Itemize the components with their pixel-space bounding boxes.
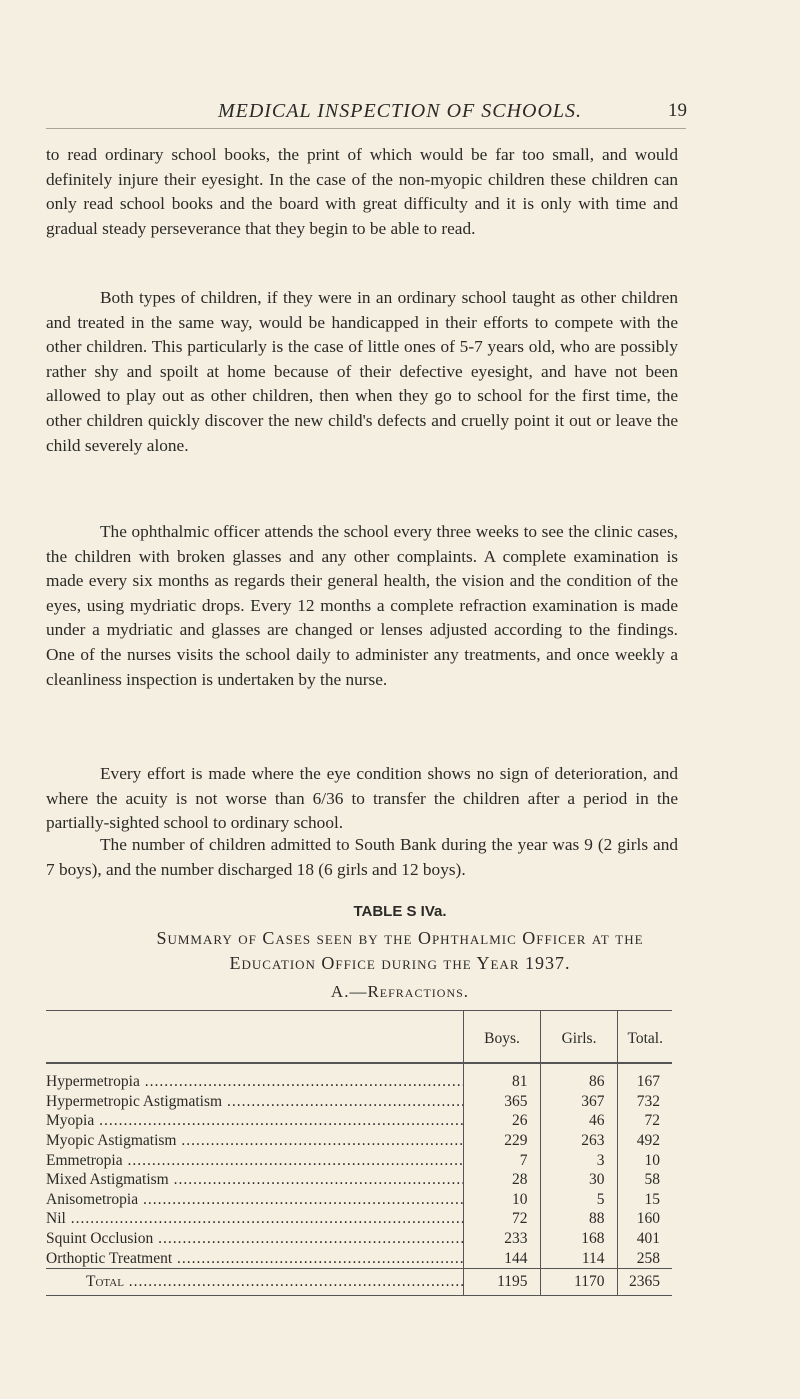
table-row <box>46 1092 672 1112</box>
total-cell: 160 <box>617 1209 672 1229</box>
row-label-wrap <box>46 1272 463 1291</box>
table-header-row <box>46 1011 672 1064</box>
row-label-wrap <box>46 1170 463 1189</box>
total-cell: 10 <box>617 1150 672 1170</box>
col-header-label <box>46 1011 463 1064</box>
row-label-text: Emmetropia <box>46 1151 123 1169</box>
table-subtitle-1: Summary of Cases seen by the Ophthalmic Officer at the <box>156 928 644 948</box>
paragraph-3: The ophthalmic officer attends the school every three weeks to see the clinic cases, the children with broken glasses and any other complaints. A complete examination is made every six months as regards their general health, the vision and the condition of the eyes, using mydriatic drops. Every 12 months a complete refraction examination is made under a mydriatic and glasses are changed or lenses adjusted according to the findings. One of the nurses visits the school daily to administer any treatments, and once weekly a cleanliness inspection is undertaken by the nurse. <box>46 522 678 689</box>
total-cell: 15 <box>617 1190 672 1210</box>
total-cell: 72 <box>617 1111 672 1131</box>
row-label-wrap <box>46 1190 463 1209</box>
boys-cell: 7 <box>463 1150 540 1170</box>
table-total-row <box>46 1268 672 1295</box>
col-header-girls: Girls. <box>540 1011 617 1064</box>
girls-cell: 86 <box>540 1063 617 1092</box>
boys-cell: 365 <box>463 1092 540 1112</box>
leader-dots <box>66 1210 463 1227</box>
page-number: 19 <box>668 100 687 121</box>
girls-cell: 263 <box>540 1131 617 1151</box>
table-row <box>46 1170 672 1190</box>
girls-cell: 88 <box>540 1209 617 1229</box>
boys-cell: 233 <box>463 1229 540 1249</box>
boys-cell: 1195 <box>463 1268 540 1295</box>
table-title: TABLE S IVa. <box>353 903 447 920</box>
total-cell: 58 <box>617 1170 672 1190</box>
row-label-text: Myopic Astigmatism <box>46 1132 177 1150</box>
girls-cell: 3 <box>540 1150 617 1170</box>
table-row <box>46 1209 672 1229</box>
col-header-boys: Boys. <box>463 1011 540 1064</box>
paragraph-5: The number of children admitted to South Bank during the year was 9 (2 girls and 7 boys), and the number discharged 18 (6 girls and 12 boys). <box>46 835 678 879</box>
row-label-wrap <box>46 1072 463 1091</box>
row-label-text: Hypermetropic Astigmatism <box>46 1092 223 1110</box>
table-row <box>46 1150 672 1170</box>
row-label <box>46 1092 463 1112</box>
girls-cell: 367 <box>540 1092 617 1112</box>
row-label <box>46 1209 463 1229</box>
boys-cell: 26 <box>463 1111 540 1131</box>
row-label <box>46 1248 463 1268</box>
boys-cell: 144 <box>463 1248 540 1268</box>
leader-dots <box>124 1273 463 1290</box>
row-label-text: Anisometropia <box>46 1190 139 1208</box>
boys-cell: 10 <box>463 1190 540 1210</box>
table-row <box>46 1248 672 1268</box>
table-section: A.—Refractions. <box>330 982 470 1001</box>
row-label <box>46 1170 463 1190</box>
row-label-text: Hypermetropia <box>46 1073 140 1091</box>
table-row <box>46 1111 672 1131</box>
row-label <box>46 1111 463 1131</box>
girls-cell: 114 <box>540 1248 617 1268</box>
boys-cell: 81 <box>463 1063 540 1092</box>
leader-dots <box>222 1093 462 1110</box>
boys-cell: 72 <box>463 1209 540 1229</box>
row-label-text: Total <box>86 1273 124 1291</box>
leader-dots <box>123 1152 463 1169</box>
row-label-wrap <box>46 1151 463 1170</box>
row-label <box>46 1131 463 1151</box>
row-label-text: Myopia <box>46 1112 95 1130</box>
table-row <box>46 1190 672 1210</box>
header-title: MEDICAL INSPECTION OF SCHOOLS. <box>217 100 583 122</box>
row-label-text: Nil <box>46 1210 66 1228</box>
row-label <box>46 1190 463 1210</box>
boys-cell: 229 <box>463 1131 540 1151</box>
row-label <box>46 1063 463 1092</box>
girls-cell: 1170 <box>540 1268 617 1295</box>
leader-dots <box>94 1112 462 1129</box>
row-label <box>46 1150 463 1170</box>
leader-dots <box>153 1230 462 1247</box>
row-label-wrap <box>46 1209 463 1228</box>
total-cell: 2365 <box>617 1268 672 1295</box>
paragraph-1: to read ordinary school books, the print of which would be far too small, and would definitely injure their eyesight. In the case of the non-myopic children these children can only read school books and the board with great difficulty and it is only with time and gradual steady perseverance that they begin to be able to read. <box>46 145 678 238</box>
total-cell: 401 <box>617 1229 672 1249</box>
table-row <box>46 1063 672 1092</box>
girls-cell: 168 <box>540 1229 617 1249</box>
total-cell: 167 <box>617 1063 672 1092</box>
table-row <box>46 1131 672 1151</box>
row-label-text: Orthoptic Treatment <box>46 1249 173 1267</box>
paragraph-4: Every effort is made where the eye condition shows no sign of deterioration, and where the acuity is not worse than 6/36 to transfer the children after a period in the partially-sighted school to ordinary school. <box>46 764 678 833</box>
girls-cell: 5 <box>540 1190 617 1210</box>
paragraph-2: Both types of children, if they were in an ordinary school taught as other children and treated in the same way, would be handicapped in their efforts to compete with the other children. This particularly is the case of little ones of 5-7 years old, who are possibly rather shy and spoilt at home because of their defective eyesight, and have not been allowed to play out as other children, then when they go to school for the first time, the other children quickly discover the new child's defects and cruelly point it out or leave the child severely alone. <box>46 288 678 455</box>
total-cell: 258 <box>617 1248 672 1268</box>
total-cell: 732 <box>617 1092 672 1112</box>
row-label <box>46 1268 463 1295</box>
row-label-text: Squint Occlusion <box>46 1230 154 1248</box>
header-rule <box>46 128 686 129</box>
leader-dots <box>176 1132 462 1149</box>
row-label <box>46 1229 463 1249</box>
row-label-wrap <box>46 1092 463 1111</box>
row-label-wrap <box>46 1249 463 1268</box>
table-subtitle-2: Education Office during the Year 1937. <box>229 953 571 973</box>
total-cell: 492 <box>617 1131 672 1151</box>
running-header <box>0 100 800 126</box>
leader-dots <box>172 1250 462 1267</box>
leader-dots <box>140 1073 463 1090</box>
girls-cell: 30 <box>540 1170 617 1190</box>
boys-cell: 28 <box>463 1170 540 1190</box>
row-label-wrap <box>46 1131 463 1150</box>
row-label-wrap <box>46 1111 463 1130</box>
refractions-table <box>46 1010 672 1296</box>
row-label-wrap <box>46 1229 463 1248</box>
table-row <box>46 1229 672 1249</box>
leader-dots <box>169 1171 463 1188</box>
col-header-total: Total. <box>617 1011 672 1064</box>
row-label-text: Mixed Astigmatism <box>46 1171 169 1189</box>
girls-cell: 46 <box>540 1111 617 1131</box>
leader-dots <box>138 1191 462 1208</box>
